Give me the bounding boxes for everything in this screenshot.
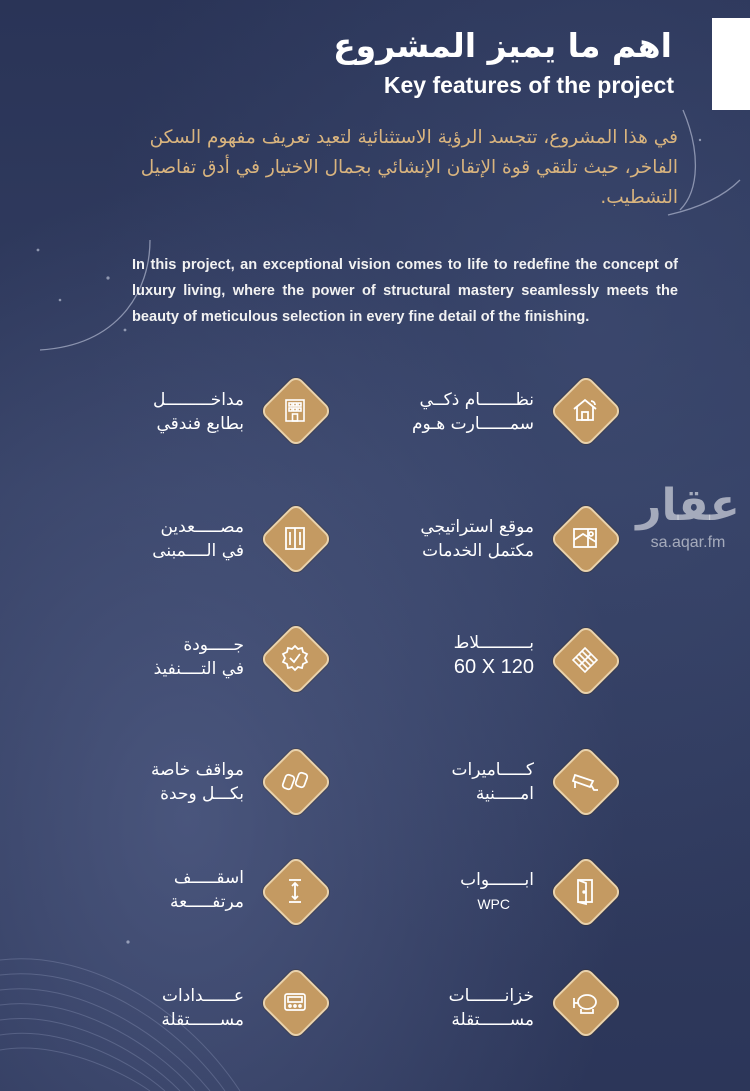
water-tank-icon [567, 984, 603, 1020]
feature-text [134, 633, 244, 681]
feature-line1: مواقف خاصة [151, 760, 244, 780]
smart-home-icon [567, 392, 603, 428]
security-camera-icon [567, 763, 603, 799]
feature-line1: نظـــــــام ذكــي [419, 390, 534, 410]
feature-water-tanks [390, 962, 620, 1042]
feature-quality [140, 615, 330, 695]
watermark-logo: عقار [636, 480, 740, 531]
feature-line2: بطابع فندقي [156, 414, 244, 434]
feature-line2: مرتفـــــعة [169, 892, 244, 912]
feature-line1: بــــــــــلاط [453, 633, 534, 653]
feature-line2: بكـــل وحدة [160, 784, 244, 804]
feature-text [374, 758, 534, 806]
intro-arabic: في هذا المشروع، تتجسد الرؤية الاستثنائية لتعيد تعريف مفهوم السكن الفاخر، حيث تلتقي قوة الإتقان الإنشائي بجمال الاختيار في أدق تفاصيل التشطيب. [140, 127, 678, 208]
feature-badge [550, 967, 620, 1037]
title-english: Key features of the project [383, 72, 674, 98]
feature-smart-home [390, 372, 620, 452]
feature-line1: مصـــــعدين [160, 517, 244, 537]
feature-hotel-entrances [140, 372, 330, 452]
feature-line1: اسقـــــف [173, 868, 244, 888]
feature-badge [550, 503, 620, 573]
feature-line2: في الــــمبنى [152, 541, 244, 561]
high-ceiling-icon [277, 873, 313, 909]
feature-doors [390, 848, 620, 928]
title-arabic: اهم ما يميز المشروع [333, 26, 672, 65]
feature-line1: كـــــاميرات [451, 760, 534, 780]
feature-line2: سمــــــارت هـوم [411, 414, 534, 434]
feature-location [390, 493, 620, 573]
feature-badge [260, 375, 330, 445]
quality-badge-icon [277, 640, 313, 676]
feature-meters [140, 962, 330, 1042]
building-entrance-icon [277, 392, 313, 428]
feature-text [134, 866, 244, 914]
feature-text [134, 984, 244, 1032]
feature-high-ceilings [140, 848, 330, 928]
feature-badge [260, 856, 330, 926]
feature-text [374, 515, 534, 563]
feature-line1: جـــــودة [183, 635, 244, 655]
feature-elevators [140, 493, 330, 573]
meter-icon [277, 984, 313, 1020]
feature-text [134, 388, 244, 436]
feature-line2: مســــــتقلة [161, 1010, 244, 1030]
feature-badge [550, 625, 620, 695]
feature-line1: عــــــدادات [162, 986, 244, 1006]
feature-line2: WPC [477, 896, 510, 912]
feature-text [374, 388, 534, 436]
feature-badge [550, 746, 620, 816]
feature-line2: مســــــتقلة [451, 1010, 534, 1030]
feature-line2: في التــــنفيذ [153, 659, 244, 679]
tiles-icon [567, 642, 603, 678]
feature-line2: مكتمل الخدمات [422, 541, 534, 561]
feature-parking [140, 738, 330, 818]
feature-text [134, 515, 244, 563]
door-icon [567, 873, 603, 909]
feature-line2: امـــــنية [475, 784, 534, 804]
feature-text [134, 758, 244, 806]
feature-text [374, 984, 534, 1032]
feature-line1: موقع استراتيجي [420, 517, 534, 537]
feature-line1: ابـــــــواب [460, 870, 534, 890]
feature-badge [260, 746, 330, 816]
parking-cars-icon [277, 763, 313, 799]
feature-badge [550, 375, 620, 445]
feature-tiles [390, 615, 620, 695]
map-location-icon [567, 520, 603, 556]
feature-badge [260, 623, 330, 693]
feature-badge [260, 503, 330, 573]
feature-badge [550, 856, 620, 926]
feature-line2: 60 X 120 [453, 656, 534, 678]
watermark [628, 480, 748, 552]
feature-cameras [390, 738, 620, 818]
feature-text [374, 868, 534, 916]
watermark-url: sa.aqar.fm [650, 534, 726, 551]
elevator-icon [277, 520, 313, 556]
feature-line1: مداخـــــــــل [153, 390, 244, 410]
corner-white-bar [712, 18, 750, 110]
feature-badge [260, 967, 330, 1037]
feature-text [374, 631, 534, 679]
feature-line1: خزانـــــــات [448, 986, 534, 1006]
intro-english: In this project, an exceptional vision comes to life to redefine the concept of luxury living, where the power of structural mastery seamlessly meets the beauty of meticulous selection in every fine detail of the finishing. [132, 257, 678, 325]
